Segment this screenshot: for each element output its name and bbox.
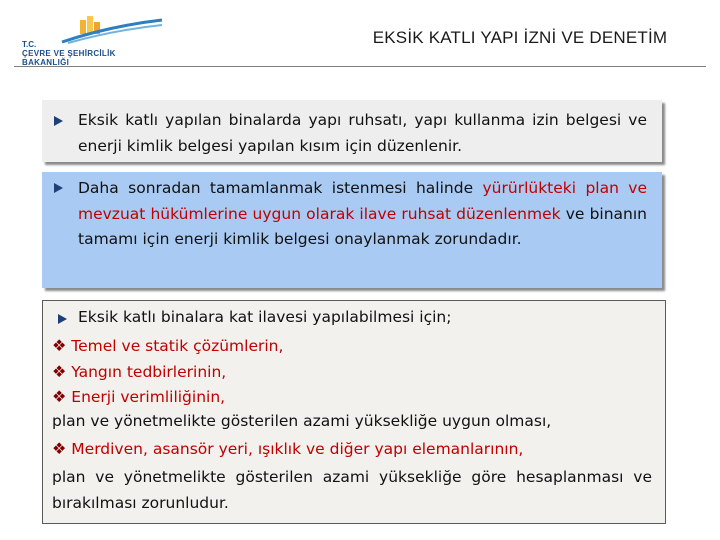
triangle-bullet-icon	[54, 183, 63, 193]
logo-ministry-line2: BAKANLIĞI	[22, 58, 70, 67]
page-title: EKSİK KATLI YAPI İZNİ VE DENETİM	[372, 28, 668, 47]
condition-item	[52, 362, 226, 381]
triangle-bullet-icon	[54, 116, 63, 126]
triangle-bullet-icon	[58, 314, 67, 324]
conditions-intro: Eksik katlı binalara kat ilavesi yapılabilmesi için;	[78, 308, 452, 326]
info-box-2-text-start: Daha sonradan tamamlanmak istenmesi halinde	[78, 179, 483, 197]
ministry-logo	[14, 14, 164, 70]
info-box-2-text	[78, 176, 647, 253]
condition-item	[52, 439, 523, 458]
conditions-closing: plan ve yönetmelikte gösterilen azami yüksekliğe göre hesaplanması ve bırakılması zorunludur.	[52, 468, 652, 512]
info-box-2-text-end: ve binanın tamamı için enerji kimlik belgesi onaylanmak zorundadır.	[78, 204, 647, 248]
logo-ministry-line1: ÇEVRE VE ŞEHİRCİLİK	[22, 49, 116, 58]
condition-item-text: Yangın tedbirlerinin,	[71, 363, 227, 381]
info-box-2-text-highlight: yürürlükteki plan ve mevzuat hükümlerine uygun olarak ilave ruhsat düzenlenmek	[78, 179, 647, 223]
condition-plain-line: plan ve yönetmelikte gösterilen azami yüksekliğe uygun olması,	[52, 412, 552, 430]
diamond-bullet-icon: ❖	[52, 362, 67, 381]
info-box-1-text: Eksik katlı yapılan binalarda yapı ruhsatı, yapı kullanma izin belgesi ve enerji kimlik belgesi yapılan kısım için düzenlenir.	[78, 111, 647, 155]
condition-item-text: Enerji verimliliğinin,	[71, 388, 226, 406]
condition-item	[52, 336, 283, 355]
condition-item-text: Merdiven, asansör yeri, ışıklık ve diğer yapı elemanlarının,	[71, 440, 524, 458]
diamond-bullet-icon: ❖	[52, 336, 67, 355]
logo-emblem-icon	[60, 14, 164, 44]
condition-item-text: Temel ve statik çözümlerin,	[71, 337, 284, 355]
condition-item	[52, 387, 225, 406]
header-divider	[14, 66, 706, 67]
diamond-bullet-icon: ❖	[52, 387, 67, 406]
logo-tc-text: T.C.	[22, 40, 37, 49]
diamond-bullet-icon: ❖	[52, 439, 67, 458]
